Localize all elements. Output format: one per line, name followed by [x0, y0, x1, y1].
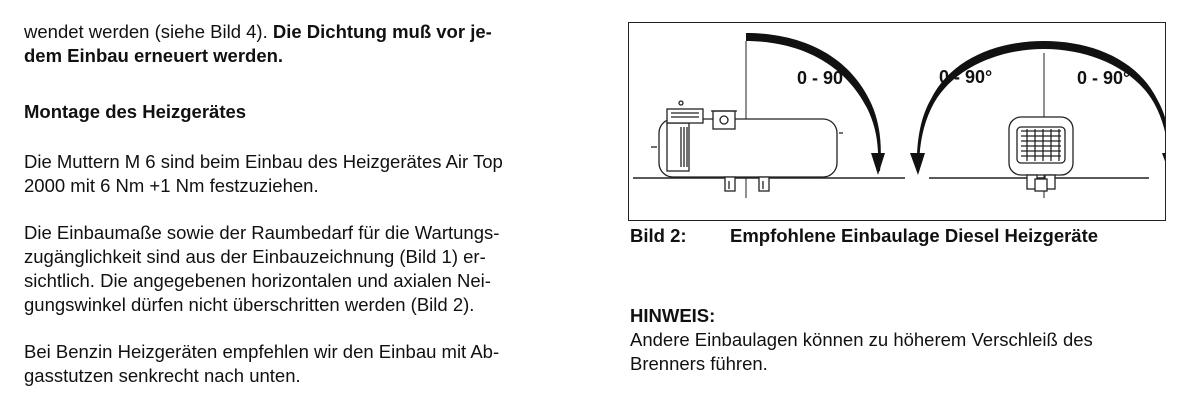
angle-label-front-right: 0 - 90° [1077, 68, 1131, 88]
body-text-column [24, 20, 584, 388]
note-line-2: Brenners führen. [630, 353, 768, 374]
note-title: HINWEIS: [630, 305, 716, 326]
section-heading: Montage des Heizgerätes [24, 101, 247, 122]
intro-bold-1: Die Dichtung muß vor je- [272, 21, 492, 42]
installation-angle-figure [628, 22, 1166, 221]
angle-label-side: 0 - 90° [797, 68, 851, 88]
para2-line4: gungswinkel dürfen nicht überschritten werden (Bild 2). [24, 294, 475, 315]
intro-bold-2: dem Einbau erneuert werden. [24, 45, 284, 66]
para1-line2: 2000 mit 6 Nm +1 Nm festzuziehen. [24, 175, 319, 196]
note-box [630, 304, 1175, 376]
heater-front-view [1009, 117, 1073, 191]
para2-line3: sichtlich. Die angegebenen horizontalen und axialen Nei- [24, 270, 491, 291]
para1-line1: Die Muttern M 6 sind beim Einbau des Heizgerätes Air Top [24, 151, 503, 172]
para2-line1: Die Einbaumaße sowie der Raumbedarf für die Wartungs- [24, 222, 500, 243]
note-line-1: Andere Einbaulagen können zu höherem Verschleiß des [630, 329, 1093, 350]
figure-number: Bild 2: [630, 225, 687, 246]
paragraph-dimensions [24, 221, 584, 317]
para3-line2: gasstutzen senkrecht nach unten. [24, 365, 301, 386]
paragraph-petrol [24, 340, 584, 388]
paragraph-torque [24, 150, 584, 198]
figure-caption [630, 224, 1098, 248]
figure-caption-text: Empfohlene Einbaulage Diesel Heizgeräte [730, 225, 1099, 246]
intro-prefix: wendet werden (siehe Bild 4). [24, 21, 273, 42]
heater-side-view [651, 101, 843, 191]
angle-label-front-left: 0 - 90° [939, 67, 993, 87]
para3-line1: Bei Benzin Heizgeräten empfehlen wir den Einbau mit Ab- [24, 341, 500, 362]
para2-line2: zugänglichkeit sind aus der Einbauzeichnung (Bild 1) er- [24, 246, 486, 267]
intro-paragraph [24, 20, 584, 68]
installation-angle-diagram [629, 23, 1165, 219]
